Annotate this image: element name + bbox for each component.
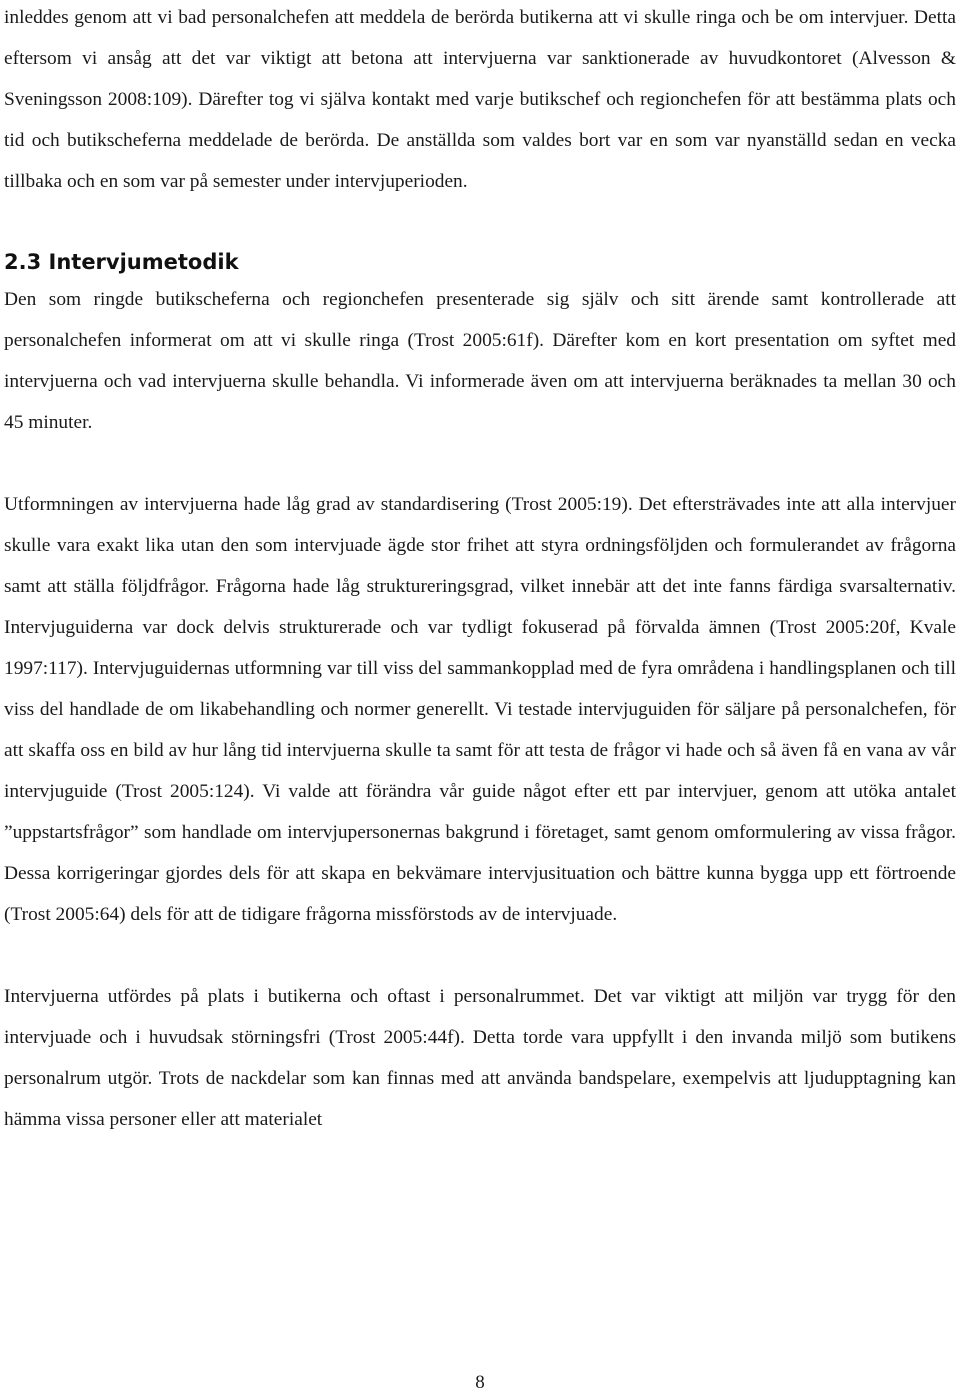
- page-content: [4, 0, 956, 1140]
- paragraph-interview-design: Utformningen av intervjuerna hade låg grad av standardisering (Trost 2005:19). Det eftersträvades inte att alla intervjuer skulle vara exakt lika utan den som intervjuade ägde stor frihet att styra ordningsföljden och formulerandet av frågorna samt att ställa följdfrågor. Frågorna hade låg struktureringsgrad, vilket innebär att det inte fanns färdiga svarsalternativ. Intervjuguiderna var dock delvis strukturerade och var tydligt fokuserad på förvalda ämnen (Trost 2005:20f, Kvale 1997:117). Intervjuguidernas utformning var till viss del sammankopplad med de fyra områdena i handlingsplanen och till viss del handlade de om likabehandling och normer generellt. Vi testade intervjuguiden för säljare på personalchefen, för att skaffa oss en bild av hur lång tid intervjuerna skulle ta samt för att testa de frågor vi hade och så även få en vana av vår intervjuguide (Trost 2005:124). Vi valde att förändra vår guide något efter ett par intervjuer, genom att utöka antalet ”uppstartsfrågor” som handlade om intervjupersonernas bakgrund i företaget, samt genom omformulering av vissa frågor. Dessa korrigeringar gjordes dels för att skapa en bekvämare intervjusituation och bättre kunna bygga upp ett förtroende (Trost 2005:64) dels för att de tidigare frågorna missförstods av de intervjuade.: [4, 494, 956, 925]
- section-heading-intervjumetodik: 2.3 Intervjumetodik: [4, 250, 239, 274]
- paragraph-contact-procedure: Den som ringde butikscheferna och regionchefen presenterade sig själv och sitt ärende samt kontrollerade att personalchefen informerat om att vi skulle ringa (Trost 2005:61f). Därefter kom en kort presentation om syftet med intervjuerna och vad intervjuerna skulle behandla. Vi informerade även om att intervjuerna beräknades ta mellan 30 och 45 minuter.: [4, 289, 956, 433]
- page-number: 8: [475, 1372, 485, 1393]
- paragraph-intro-continued: inleddes genom att vi bad personalchefen att meddela de berörda butikerna att vi skulle ringa och be om intervjuer. Detta eftersom vi ansåg att det var viktigt att betona att intervjuerna var sanktionerade av huvudkontoret (Alvesson & Sveningsson 2008:109). Därefter tog vi själva kontakt med varje butikschef och regionchefen för att bestämma plats och tid och butikscheferna meddelade de berörda. De anställda som valdes bort var en som var nyanställd sedan en vecka tillbaka och en som var på semester under intervjuperioden.: [4, 7, 956, 192]
- paragraph-interview-setting: Intervjuerna utfördes på plats i butikerna och oftast i personalrummet. Det var viktigt att miljön var trygg för den intervjuade och i huvudsak störningsfri (Trost 2005:44f). Detta torde vara uppfyllt i den invanda miljö som butikens personalrum utgör. Trots de nackdelar som kan finnas med att använda bandspelare, exempelvis att ljudupptagning kan hämma vissa personer eller att materialet: [4, 986, 956, 1130]
